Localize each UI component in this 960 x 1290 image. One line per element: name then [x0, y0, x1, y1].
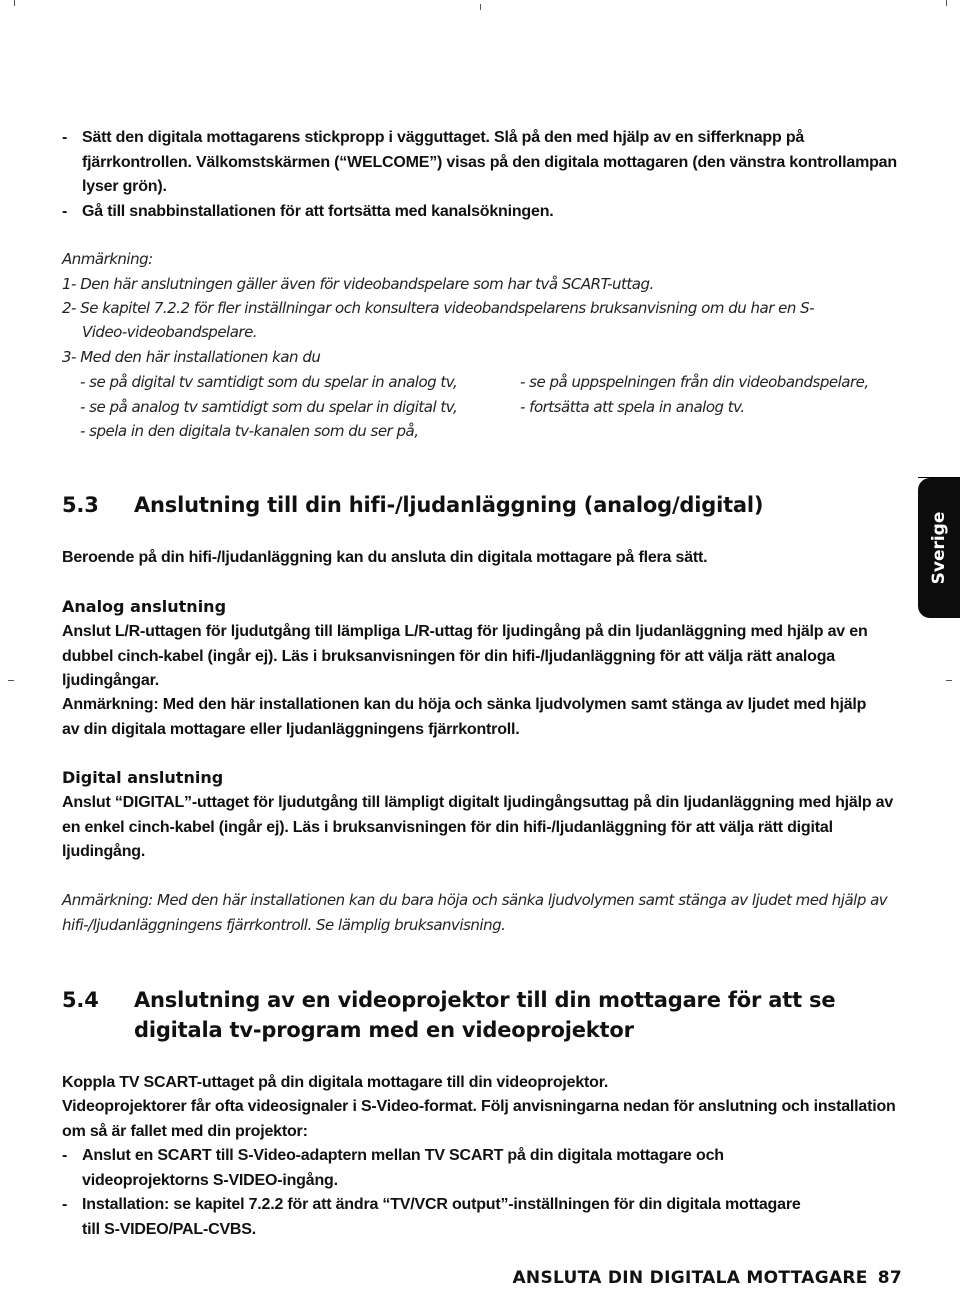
- language-tab-label: Sverige: [929, 511, 949, 585]
- bullet-text: Anslut en SCART till S-Video-adaptern mellan TV SCART på din digitala mottagare och videoprojektorns S-VIDEO-ingång.: [82, 1147, 724, 1189]
- crop-mark-right-middle: [946, 680, 952, 681]
- section-5-3-intro: Beroende på din hifi-/ljudanläggning kan du ansluta din digitala mottagare på flera sätt.: [62, 549, 708, 566]
- section-5-4-heading: [62, 985, 912, 1049]
- note-item-2: 2- Se kapitel 7.2.2 för fler inställningar och konsultera videobandspelarens bruksanvisning om du har en S-: [62, 299, 815, 317]
- section-5-3-heading: [62, 490, 912, 522]
- section-5-4-line-2: Videoprojektorer får ofta videosignaler i S-Video-format. Följ anvisningarna nedan för anslutning och installation om så är fallet med din projektor:: [62, 1098, 896, 1140]
- page-number: 87: [877, 1268, 902, 1288]
- note-item-3: 3- Med den här installationen kan du: [62, 348, 321, 366]
- bullet-item: - Gå till snabbinstallationen för att fortsätta med kanalsökningen.: [62, 202, 554, 220]
- page-footer: [512, 1268, 902, 1288]
- bullet-text: Installation: se kapitel 7.2.2 för att ändra “TV/VCR output”-inställningen för din digitala mottagare till S-VIDEO/PAL-CVBS.: [82, 1196, 801, 1238]
- crop-mark-top-center: [480, 4, 481, 10]
- digital-heading: Digital anslutning: [62, 768, 224, 787]
- digital-note: Anmärkning: Med den här installationen kan du bara höja och sänka ljudvolymen samt stänga av ljudet med hjälp av hifi-/ljudanläggningens fjärrkontroll. Se lämplig bruksanvisning.: [62, 891, 888, 934]
- bullet-text: Sätt den digitala mottagarens stickpropp i vägguttaget. Slå på den med hjälp av en sifferknapp på fjärrkontrollen. Välkomstskärmen (“WELCOME”) visas på den digitala mottagaren (den vänstra kontrollampan lyser grön).: [82, 129, 897, 195]
- crop-mark-top-right: [946, 0, 947, 6]
- note-label: Anmärkning:: [62, 250, 153, 268]
- note-col-left: [80, 370, 510, 444]
- section-number: 5.3: [62, 493, 99, 517]
- section-number: 5.4: [62, 988, 99, 1012]
- section-5-4-bullets: [62, 1144, 822, 1242]
- bullet-item: - Anslut en SCART till S-Video-adaptern mellan TV SCART på din digitala mottagare och videoprojektorns S-VIDEO-ingång.: [62, 1147, 724, 1189]
- note-item-2-cont: Video-videobandspelare.: [82, 323, 258, 341]
- bullet-item: - Installation: se kapitel 7.2.2 för att ändra “TV/VCR output”-inställningen för din digitala mottagare till S-VIDEO/PAL-CVBS.: [62, 1196, 801, 1238]
- note-item-1: 1- Den här anslutningen gäller även för videobandspelare som har två SCART-uttag.: [62, 275, 654, 293]
- note-col-item: - se på analog tv samtidigt som du spelar in digital tv,: [80, 397, 458, 416]
- section-title-line-2: digitala tv-program med en videoprojektor: [134, 1018, 634, 1042]
- bullet-text: Gå till snabbinstallationen för att fortsätta med kanalsökningen.: [82, 202, 554, 220]
- section-title-line-1: Anslutning av en videoprojektor till din mottagare för att se: [134, 988, 836, 1012]
- language-tab: [918, 478, 960, 618]
- analog-heading: Analog anslutning: [62, 597, 227, 616]
- crop-mark-left-middle: [8, 680, 14, 681]
- crop-mark-top-left: [14, 0, 15, 6]
- section-title: Anslutning till din hifi-/ljudanläggning (analog/digital): [134, 493, 764, 517]
- note-col-item: - se på digital tv samtidigt som du spelar in analog tv,: [80, 373, 458, 391]
- top-bullet-list: [62, 126, 912, 224]
- footer-title: ANSLUTA DIN DIGITALA MOTTAGARE: [512, 1268, 868, 1288]
- analog-note: Anmärkning: Med den här installationen kan du höja och sänka ljudvolymen samt stänga av ljudet med hjälp av din digitala mottagare eller ljudanläggningens fjärrkontroll.: [62, 696, 867, 738]
- bullet-item: - Sätt den digitala mottagarens stickpropp i vägguttaget. Slå på den med hjälp av en sifferknapp på fjärrkontrollen. Välkomstskärmen (“WELCOME”) visas på den digitala mottagaren (den vänstra kontrollampan lyser grön).: [62, 129, 897, 195]
- note-col-item: - fortsätta att spela in analog tv.: [520, 397, 745, 416]
- note-col-item: - se på uppspelningen från din videobandspelare,: [520, 373, 869, 391]
- digital-text: Anslut “DIGITAL”-uttaget för ljudutgång till lämpligt digitalt ljudingångsuttag på din ljudanläggning med hjälp av en enkel cinch-kabel (ingår ej). Läs i bruksanvisningen för din hifi-/ljudanläggning för att välja rätt digital ljudingång.: [62, 794, 894, 860]
- note-col-right: [520, 370, 910, 419]
- section-5-4-line-1: Koppla TV SCART-uttaget på din digitala mottagare till din videoprojektor.: [62, 1074, 609, 1091]
- note-col-item: - spela in den digitala tv-kanalen som du ser på,: [80, 422, 419, 440]
- analog-text: Anslut L/R-uttagen för ljudutgång till lämpliga L/R-uttag för ljudingång på din ljudanläggning med hjälp av en dubbel cinch-kabel (ingår ej). Läs i bruksanvisningen för din hifi-/ljudanläggning för att välja rätt analoga ljudingångar.: [62, 623, 868, 689]
